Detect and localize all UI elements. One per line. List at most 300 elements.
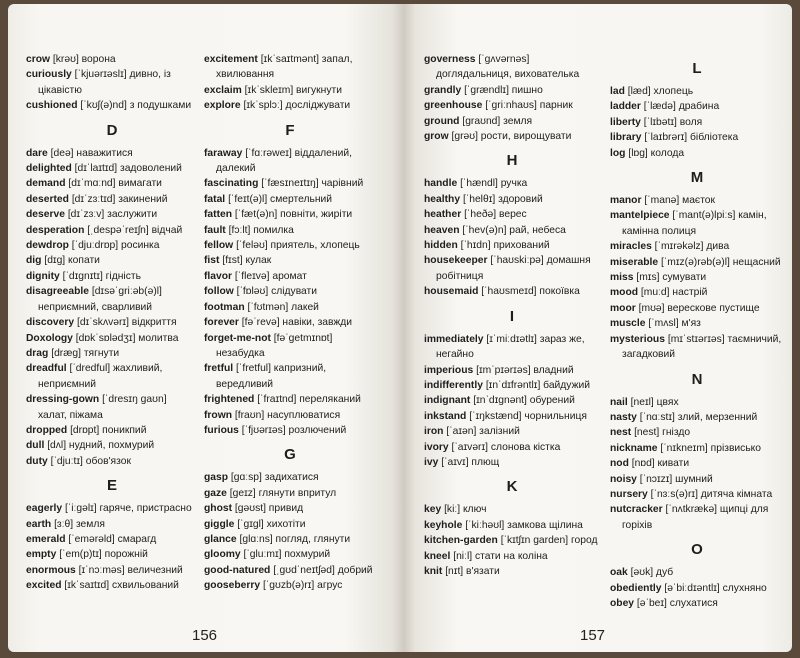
definition: [ɪkˈsaɪtmənt] запал, хвилювання [216,54,353,81]
dictionary-entry [424,502,600,517]
dictionary-entry [204,392,376,407]
dictionary-entry [610,130,784,145]
definition: [lɒɡ] колода [628,147,685,159]
dictionary-entry [424,564,600,579]
headword: keyhole [424,519,463,531]
definition: [ˈhɪdn] прихований [460,240,550,252]
headword: nickname [610,442,658,454]
dictionary-entry [610,410,784,425]
dictionary-entry [26,438,198,453]
dictionary-entry [26,315,198,330]
headword: nursery [610,488,648,500]
headword: grow [424,131,449,143]
definition: [ˈem(p)tɪ] порожній [59,549,148,561]
headword: ladder [610,101,641,113]
definition: [ˈhaʊskiːpə] домашня робітниця [436,255,591,282]
headword: mysterious [610,333,665,345]
definition: [mʊə] верескове пустище [638,302,760,314]
dictionary-entry [204,423,376,438]
dictionary-entry [610,441,784,456]
book-spread [8,4,792,652]
headword: duty [26,455,48,467]
headword: indifferently [424,379,483,391]
headword: immediately [424,333,484,345]
dictionary-entry [610,115,784,130]
definition: [ˈfeɪt(ə)l] смертельний [228,193,333,205]
headword: crow [26,54,51,65]
dictionary-entry [26,192,198,207]
definition: [ɪkˈskleɪm] вигукнути [244,84,342,96]
definition: [ˈmanə] маєток [644,195,716,207]
headword: dewdrop [26,240,69,252]
headword: delighted [26,163,72,175]
dictionary-entry [26,176,198,191]
definition: [dræɡ] тягнути [51,347,120,359]
definition: [ˈdɪɡnɪtɪ] гідність [62,270,141,282]
dictionary-entry [610,316,784,331]
dictionary-entry [204,517,376,532]
definition: [niːl] стати на коліна [453,550,548,562]
headword: mantelpiece [610,210,670,222]
headword: indignant [424,395,471,407]
definition: [əˈbeɪ] слухатися [636,597,718,609]
headword: good-natured [204,564,271,576]
dictionary-entry [204,284,376,299]
headword: mood [610,287,639,299]
dictionary-entry [204,501,376,516]
dictionary-entry [424,409,600,424]
headword: ghost [204,503,233,515]
headword: Doxology [26,332,73,344]
dictionary-entry [26,501,198,516]
dictionary-entry [26,392,198,423]
section-letter: L [692,60,702,77]
definition: [ɪmˈpɪərɪəs] владний [476,364,574,376]
headword: kitchen-garden [424,535,498,547]
headword: forever [204,317,239,329]
headword: dignity [26,270,60,282]
definition: [ɪˈmiːdɪətlɪ] зараз же, негайно [436,333,585,361]
definition: [ˈiːɡəlɪ] гаряче, пристрасно [64,503,192,515]
dictionary-entry [424,52,600,83]
definition: [ˈkɪtʃɪn garden] город [500,535,598,547]
headword: frightened [204,394,255,406]
dictionary-entry [26,52,198,67]
dictionary-entry [26,67,198,98]
definition: [ˈaɪvərɪ] слонова кістка [451,441,561,453]
headword: miserable [610,256,659,268]
dictionary-entry [610,487,784,502]
dictionary-entry [204,486,376,501]
definition: [drɒpt] поникпий [70,424,147,436]
headword: fascinating [204,178,259,190]
page-number-right: 157 [580,627,606,644]
headword: lad [610,86,625,97]
dictionary-entry [424,378,600,393]
headword: greenhouse [424,100,483,112]
dictionary-entry [424,238,600,253]
dictionary-entry [26,331,198,346]
definition: [ˈfɒləʊ] слідувати [236,286,318,298]
dictionary-entry [26,361,198,392]
definition: [ˈlɪbətɪ] воля [643,116,703,128]
dictionary-entry [610,84,784,99]
headword: gaze [204,487,227,499]
dictionary-entry [26,269,198,284]
dictionary-entry [610,99,784,114]
definition: [ɡɑːsp] задихатися [230,472,319,484]
dictionary-entry [610,502,784,533]
headword: enormous [26,564,76,576]
definition: [mɪˈstɪərɪəs] таємничий, загадковий [622,333,782,361]
headword: handle [424,178,458,190]
dictionary-entry [26,547,198,562]
definition: [əˈbiːdɪəntlɪ] слухняно [664,582,767,594]
definition: [fəˈrevə] навіки, завжди [241,317,353,329]
definition: [ˈdjuːtɪ] обов'язок [50,455,131,467]
dictionary-entry [26,207,198,222]
definition: [ˈfeləʊ] приятель, хлопець [236,240,360,252]
definition: [fɪst] кулак [222,255,272,267]
headword: gasp [204,472,229,484]
dictionary-entry [204,146,376,177]
dictionary-entry [610,208,784,239]
dictionary-entry [204,361,376,392]
definition: [ˈhændl] ручка [460,178,528,190]
definition: [fɔːlt] помилка [228,224,294,236]
definition: [dɒkˈsɒlədʒɪ] молитва [75,332,179,344]
headword: cushioned [26,100,78,112]
definition: [ɪnˈdɪfrəntlɪ] байдужий [485,379,590,391]
definition: [ˈnɜːs(ə)rɪ] дитяча кімната [650,488,773,500]
definition: [ˈfʊtmən] лакей [247,301,319,313]
headword: inkstand [424,410,467,422]
definition: [ɡeɪz] глянути впритул [229,487,337,499]
dictionary-entry [26,223,198,238]
headword: heather [424,209,462,221]
definition: [ˈmɪz(ə)rəb(ə)l] нещасний [660,256,781,268]
dictionary-entry [610,301,784,316]
dictionary-entry [204,223,376,238]
definition: [fraʊn] насуплюватися [234,409,341,421]
headword: healthy [424,193,461,205]
dictionary-entry [424,129,600,144]
headword: nail [610,396,628,408]
headword: dropped [26,424,68,436]
headword: nod [610,458,629,470]
dictionary-entry [424,549,600,564]
dictionary-entry [424,207,600,222]
headword: forget-me-not [204,332,271,344]
headword: obey [610,597,635,609]
definition: [ɪkˈsplɔː] досліджувати [243,100,351,112]
dictionary-entry [424,253,600,284]
dictionary-entry [610,596,784,611]
headword: deserted [26,193,69,205]
headword: log [610,147,626,159]
dictionary-entry [26,98,198,113]
definition: [mɪs] сумувати [636,272,707,284]
headword: miss [610,272,634,284]
definition: [ˈɡriːnhaʊs] парник [485,100,573,112]
definition: [ˈkiːhəʊl] замкова щілина [465,519,583,531]
headword: iron [424,426,444,438]
definition: [ˈɡʌvərnəs] доглядальниця, вихователька [436,54,580,81]
definition: [ˈfleɪvə] аромат [234,270,307,282]
definition: [ˈfraɪtnd] переляканий [257,394,361,406]
headword: footman [204,301,245,313]
dictionary-entry [610,472,784,487]
dictionary-entry [610,565,784,580]
headword: dreadful [26,363,67,375]
dictionary-entry [26,346,198,361]
headword: noisy [610,473,637,485]
definition: [dʌl] нудний, похмурий [47,440,155,452]
headword: fellow [204,240,234,252]
dictionary-entry [204,52,376,83]
dictionary-entry [26,563,198,578]
dictionary-entry [204,547,376,562]
definition: [ˈheðə] верес [464,209,527,221]
headword: fault [204,224,226,236]
headword: empty [26,549,57,561]
dictionary-entry [424,455,600,470]
column-2 [204,52,376,594]
definition: [ɜːθ] земля [54,518,105,530]
headword: fretful [204,363,234,375]
definition: [dɪˈzɜːtɪd] закинений [71,193,168,205]
headword: miracles [610,241,652,253]
headword: kneel [424,550,451,562]
definition: [deə] наважитися [50,147,133,159]
dictionary-entry [424,98,600,113]
headword: gooseberry [204,580,261,592]
dictionary-entry [204,207,376,222]
headword: curiously [26,69,72,81]
headword: oak [610,567,628,579]
section-letter: N [691,370,703,388]
dictionary-entry [204,300,376,315]
dictionary-entry [610,239,784,254]
dictionary-entry [204,269,376,284]
definition: [ˈhelθɪ] здоровий [462,193,543,205]
headword: moor [610,302,636,314]
column-4 [610,52,784,611]
headword: fatten [204,209,233,221]
definition: [ˈfæt(ə)n] повніти, жиріти [234,209,353,221]
definition: [ˈaɪən] залізний [446,426,520,438]
definition: [ˈɪŋkstænd] чорнильниця [469,410,587,422]
definition: [læd] хлопець [627,86,694,97]
definition: [ˈɡluːmɪ] похмурий [243,549,331,561]
definition: [krəʊ] ворона [52,54,116,65]
definition: [ˈnɔɪzɪ] шумний [639,473,713,485]
headword: drag [26,347,49,359]
definition: [ˈlædə] драбина [643,101,720,113]
headword: key [424,504,442,516]
headword: dig [26,255,42,267]
headword: manor [610,195,642,207]
headword: flavor [204,270,233,282]
headword: nutcracker [610,504,663,516]
headword: nest [610,427,632,439]
definition: [ˈlaɪbrərɪ] бібліотека [644,132,739,144]
headword: fatal [204,193,226,205]
headword: ground [424,115,460,127]
dictionary-entry [204,408,376,423]
dictionary-entry [424,393,600,408]
definition: [ˈmɪrəkəlz] дива [654,241,730,253]
headword: excitement [204,54,258,65]
dictionary-entry [204,238,376,253]
definition: [ˈkjuərɪəslɪ] дивно, із цікавістю [38,69,171,96]
definition: [ɡəʊst] привид [234,503,304,515]
headword: giggle [204,518,235,530]
dictionary-entry [610,255,784,270]
dictionary-entry [424,284,600,299]
headword: explore [204,100,241,112]
headword: frown [204,409,233,421]
headword: dare [26,147,48,159]
definition: [ˈɡrændlɪ] пишно [464,84,543,96]
headword: furious [204,424,239,436]
definition: [dɪˈlaɪtɪd] задоволений [74,163,182,175]
definition: [ˈnɑːstɪ] злий, мерзенний [639,411,758,423]
dictionary-entry [424,176,600,191]
definition: [ˈhaʊsmeɪd] покоївка [481,286,580,298]
definition: [dɪˈskʌvərɪ] відкриття [76,317,177,329]
definition: [ˈhev(ə)n] рай, небеса [462,224,566,236]
headword: follow [204,286,234,298]
dictionary-entry [204,470,376,485]
dictionary-entry [204,563,376,578]
dictionary-entry [424,518,600,533]
definition: [ˈdresɪŋ ɡaʊn] халат, піжама [38,394,167,421]
definition: [ɪˈnɔːməs] величезний [78,564,183,576]
right-page [404,4,792,652]
headword: exclaim [204,84,242,96]
definition: [ˈnʌtkrækə] щипці для горіхів [622,504,769,531]
headword: imperious [424,364,474,376]
definition: [nɒd] кивати [631,458,690,470]
section-letter: G [284,446,296,464]
definition: [nɪt] в'язати [445,565,500,577]
headword: governess [424,54,476,65]
dictionary-entry [610,193,784,208]
dictionary-entry [204,253,376,268]
definition: [dɪˈmɑːnd] вимагати [68,178,162,190]
definition: [ˈfretful] капризний, вередливий [216,363,327,390]
headword: heaven [424,224,460,236]
definition: [ˈmant(ə)lpiːs] камін, камінна полиця [622,210,767,237]
definition: [ˈmʌsl] м'яз [648,318,701,330]
headword: obediently [610,582,662,594]
headword: demand [26,178,66,190]
definition: [ˈfæsɪneɪtɪŋ] чарівний [261,178,364,190]
definition: [ɪkˈsaɪtɪd] схвильований [64,580,179,592]
headword: desperation [26,224,85,236]
dictionary-entry [26,253,198,268]
definition: [dɪɡ] копати [44,255,100,267]
definition: [ˈdredful] жахливий, неприємний [38,363,163,390]
definition: [ˈfɑːrəweɪ] віддалений, далекий [216,147,352,175]
definition: [ˈnɪkneɪm] прізвисько [660,442,762,454]
dictionary-entry [424,424,600,439]
dictionary-entry [204,331,376,362]
dictionary-entry [26,284,198,315]
dictionary-entry [204,192,376,207]
headword: knit [424,565,443,577]
headword: housekeeper [424,255,488,267]
dictionary-entry [26,517,198,532]
headword: housemaid [424,286,479,298]
headword: discovery [26,317,75,329]
definition: [ˈkʊʃ(ə)nd] з подушками [80,100,192,112]
dictionary-entry [26,454,198,469]
dictionary-entry [26,238,198,253]
headword: gloomy [204,549,241,561]
definition: [ˌdespəˈreɪʃn] відчай [87,224,183,236]
dictionary-entry [204,578,376,593]
dictionary-entry [424,114,600,129]
definition: [ˈɡɪɡl] хихотіти [237,518,306,530]
dictionary-entry [204,176,376,191]
definition: [kiː] ключ [444,504,487,516]
headword: emerald [26,533,66,545]
headword: dressing-gown [26,394,100,406]
dictionary-entry [204,98,376,113]
dictionary-entry [26,578,198,593]
section-letter: F [285,121,295,139]
dictionary-entry [424,533,600,548]
section-letter: H [506,152,518,170]
headword: ivory [424,441,449,453]
headword: earth [26,518,52,530]
page-number-left: 156 [192,627,218,644]
section-letter: O [691,541,703,559]
section-letter: M [690,169,704,187]
headword: excited [26,580,62,592]
definition: [ˈɡʊzb(ə)rɪ] агрус [262,580,343,592]
definition: [dɪsəˈɡriːəb(ə)l] неприємний, сварливий [38,286,162,313]
dictionary-entry [424,83,600,98]
headword: glance [204,533,237,545]
definition: [muːd] настрій [640,287,708,299]
definition: [ɡraʊnd] земля [462,115,533,127]
definition: [ˌɡʊdˈneɪtʃəd] добрий [273,564,373,576]
headword: muscle [610,318,646,330]
definition: [əʊk] дуб [630,567,674,579]
headword: fist [204,255,220,267]
section-letter: E [106,477,117,495]
headword: liberty [610,116,641,128]
definition: [neɪl] цвях [630,396,679,408]
column-3 [424,52,600,579]
dictionary-entry [26,146,198,161]
dictionary-entry [26,423,198,438]
dictionary-entry [610,146,784,161]
headword: hidden [424,240,458,252]
left-page [8,4,404,652]
headword: ivy [424,456,439,468]
definition: [ˈdjuːdrɒp] росинка [71,240,160,252]
headword: faraway [204,147,243,159]
headword: grandly [424,84,462,96]
dictionary-entry [610,456,784,471]
dictionary-entry [424,440,600,455]
dictionary-entry [610,395,784,410]
dictionary-entry [610,581,784,596]
